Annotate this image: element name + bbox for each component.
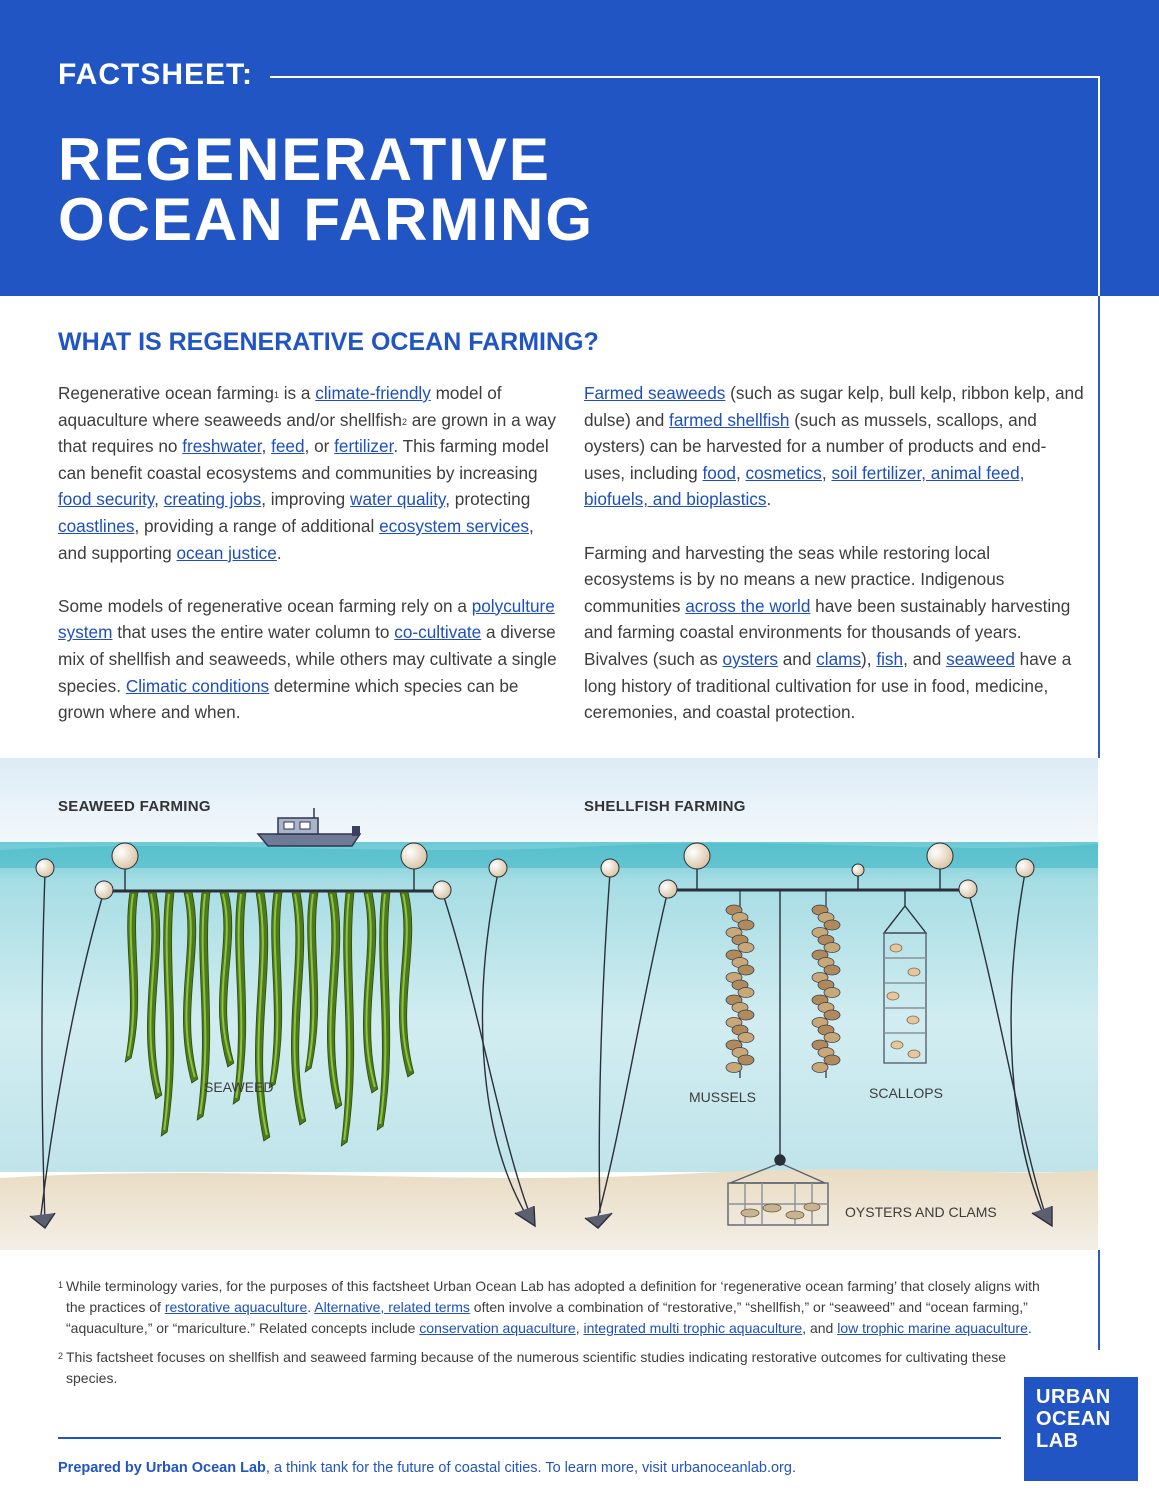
link-across-the-world[interactable]: across the world: [685, 595, 811, 616]
mussel-shell: [738, 1033, 754, 1043]
link-food[interactable]: food: [702, 462, 736, 483]
right-column: [584, 380, 1084, 752]
mussel-shell: [812, 1063, 828, 1073]
mussel-shell: [824, 920, 840, 930]
frame-line: [1098, 296, 1100, 758]
link-farmed-shellfish[interactable]: farmed shellfish: [669, 409, 790, 430]
link-freshwater[interactable]: freshwater: [182, 436, 262, 457]
frame-line: [270, 76, 1100, 78]
link-cosmetics[interactable]: cosmetics: [745, 462, 822, 483]
paragraph: Regenerative ocean farming$^1$ is a climate-friendly model of aquaculture where seaweeds and/or shellfish$^2$ are grown in a way that requires no freshwater, feed, or fertilizer. This farming model can benefit coastal ecosystems and communities by increasing food security, creating jobs, improving water quality, protecting coastlines, providing a range of additional ecosystem services, and supporting ocean justice.: [58, 383, 557, 563]
ocean-scene: [0, 758, 1098, 1250]
scallop-shell: [887, 992, 899, 1000]
footer-credit: Prepared by Urban Ocean Lab, a think tank for the future of coastal cities. To learn more, visit urbanoceanlab.org.: [58, 1460, 796, 1476]
link-climatic-conditions[interactable]: Climatic conditions: [125, 675, 270, 696]
link-seaweed[interactable]: seaweed: [946, 648, 1015, 669]
scallop-shell: [890, 944, 902, 952]
link-creating-jobs[interactable]: creating jobs: [163, 489, 262, 510]
link-ocean-justice[interactable]: ocean justice: [176, 542, 277, 563]
factsheet-label: FACTSHEET:: [58, 58, 254, 91]
link-restorative-aquaculture[interactable]: restorative aquaculture: [164, 1299, 308, 1315]
scallop-shell: [907, 1016, 919, 1024]
link-oysters[interactable]: oysters: [722, 648, 778, 669]
footnote-2: 2 This factsheet focuses on shellfish and seaweed farming because of the numerous scientific studies indicating restorative outcomes for cultivating these species.: [58, 1349, 1007, 1386]
seaweed-label: SEAWEED: [204, 1079, 274, 1095]
scallop-shell: [908, 968, 920, 976]
link-farmed-seaweeds[interactable]: Farmed seaweeds: [584, 383, 726, 403]
mussel-shell: [824, 1033, 840, 1043]
link-fertilizer[interactable]: fertilizer: [334, 436, 394, 457]
mussel-shell: [738, 1010, 754, 1020]
scallop-shell: [908, 1050, 920, 1058]
link-food-security[interactable]: food security: [58, 489, 155, 510]
seaweed-farming-title: SEAWEED FARMING: [58, 798, 211, 815]
left-column: [58, 380, 558, 752]
frame-line: [1098, 1250, 1100, 1350]
link-water-quality[interactable]: water quality: [350, 489, 446, 510]
mussel-shell: [738, 988, 754, 998]
link-co-cultivate[interactable]: co-cultivate: [394, 622, 482, 643]
title-line-1: REGENERATIVE: [58, 126, 551, 193]
link-ecosystem-services[interactable]: ecosystem services: [379, 515, 530, 536]
mussels-label: MUSSELS: [689, 1089, 756, 1105]
mussel-shell: [726, 1063, 742, 1073]
shellfish-farming-title: SHELLFISH FARMING: [584, 798, 746, 815]
scallops-label: SCALLOPS: [869, 1085, 943, 1101]
link-feed[interactable]: feed: [271, 436, 305, 457]
mussel-shell: [824, 943, 840, 953]
link-climate-friendly[interactable]: climate-friendly: [315, 383, 431, 403]
footnotes: [58, 1276, 1058, 1397]
mussel-shell: [738, 920, 754, 930]
title-line-2: OCEAN FARMING: [58, 186, 594, 253]
mussel-shell: [824, 965, 840, 975]
paragraph: Farming and harvesting the seas while restoring local ecosystems is by no means a new practice. Indigenous communities across the world have been sustainably harvesting and farming coastal environments for thousands of years. Bivalves (such as oysters and clams), fish, and seaweed have a long history of traditional cultivation for use in food, medicine, ceremonies, and coastal protection.: [584, 542, 1072, 723]
scallop-shell: [891, 1041, 903, 1049]
link-soil-fertilizer[interactable]: soil fertilizer, animal feed, biofuels, and bioplastics: [584, 462, 1025, 510]
mussel-shell: [738, 1055, 754, 1065]
footnote-1: 1 While terminology varies, for the purposes of this factsheet Urban Ocean Lab has adopted a definition for ‘regenerative ocean farming’ that closely aligns with the practices of restorative aquaculture. Alternative, related terms often involve a combination of “restorative,” “shellfish,” or “seaweed” and “ocean farming,” “aquaculture,” or “mariculture.” Related concepts include conservation aquaculture, integrated multi trophic aquaculture, and low trophic marine aquaculture.: [58, 1278, 1040, 1336]
link-polyculture-system[interactable]: polyculture system: [58, 595, 555, 643]
mussel-shell: [738, 965, 754, 975]
footer-divider: [58, 1437, 1001, 1439]
link-clams[interactable]: clams: [816, 648, 862, 669]
frame-line: [1098, 76, 1100, 296]
header-banner: [0, 0, 1159, 296]
farming-illustration: [0, 758, 1098, 1250]
link-imta[interactable]: integrated multi trophic aquaculture: [583, 1320, 803, 1336]
link-coastlines[interactable]: coastlines: [58, 515, 135, 536]
paragraph: Some models of regenerative ocean farming rely on a polyculture system that uses the entire water column to co-cultivate a diverse mix of shellfish and seaweeds, while others may cultivate a single species. Climatic conditions determine which species can be grown where and when.: [58, 595, 557, 723]
link-fish[interactable]: fish: [876, 648, 904, 669]
link-alternative-terms[interactable]: Alternative, related terms: [314, 1299, 470, 1315]
paragraph: Farmed seaweeds (such as sugar kelp, bull kelp, ribbon kelp, and dulse) and farmed shellfish (such as mussels, scallops, and oysters) can be harvested for a number of products and end-uses, including food, cosmetics, soil fertilizer, animal feed, biofuels, and bioplastics.: [584, 383, 1084, 510]
mussel-shell: [824, 1010, 840, 1020]
link-conservation-aquaculture[interactable]: conservation aquaculture: [419, 1320, 576, 1336]
mussel-shell: [738, 943, 754, 953]
oysters-clams-label: OYSTERS AND CLAMS: [845, 1204, 997, 1220]
section-heading: WHAT IS REGENERATIVE OCEAN FARMING?: [58, 328, 599, 356]
mussel-shell: [824, 1055, 840, 1065]
mussel-shell: [824, 988, 840, 998]
urban-ocean-lab-logo: URBAN OCEAN LAB: [1024, 1377, 1138, 1481]
link-low-trophic[interactable]: low trophic marine aquaculture: [837, 1320, 1028, 1336]
